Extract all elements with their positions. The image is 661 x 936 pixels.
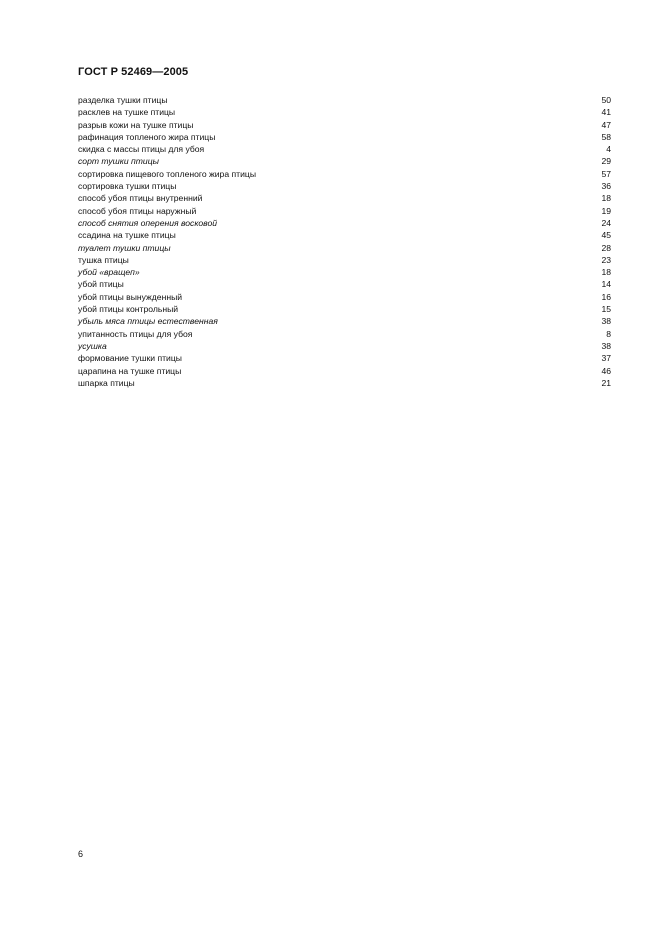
index-entry	[78, 291, 611, 303]
index-entry	[78, 119, 611, 131]
index-entry	[78, 229, 611, 241]
index-page-ref: 37	[601, 353, 611, 364]
index-entry	[78, 303, 611, 315]
index-page-ref: 23	[601, 254, 611, 265]
index-term: ссадина на тушке птицы	[78, 230, 176, 241]
index-term: разделка тушки птицы	[78, 95, 168, 105]
index-entry	[78, 352, 611, 364]
index-page-ref: 45	[601, 230, 611, 241]
index-term: скидка с массы птицы для убоя	[78, 144, 205, 155]
index-term: способ снятия оперения восковой	[78, 217, 218, 228]
index-entry	[78, 328, 611, 340]
index-entry	[78, 266, 611, 278]
document-header: ГОСТ Р 52469—2005	[78, 66, 189, 78]
page-number: 6	[78, 849, 84, 859]
index-entry	[78, 205, 611, 217]
index-page-ref: 14	[601, 279, 611, 290]
index-entry	[78, 340, 611, 352]
index-page-ref: 21	[601, 377, 611, 388]
index-page-ref: 8	[606, 328, 611, 339]
index-entry	[78, 242, 611, 254]
index-term: рафинация топленого жира птицы	[78, 131, 216, 142]
index-page-ref: 18	[601, 193, 611, 204]
index-term: формование тушки птицы	[78, 353, 182, 364]
index-term: убой птицы вынужденный	[78, 291, 183, 302]
index-page-ref: 38	[601, 316, 611, 327]
index-page-ref: 58	[601, 131, 611, 142]
index-page-ref: 19	[601, 205, 611, 216]
index-term: шпарка птицы	[78, 377, 135, 388]
index-term: сорт тушки птицы	[78, 156, 159, 167]
index-page-ref: 16	[601, 291, 611, 302]
index-entry	[78, 254, 611, 266]
index-entry	[78, 155, 611, 167]
index-term: способ убоя птицы внутренний	[78, 193, 203, 204]
index-page-ref: 41	[601, 107, 611, 118]
index-term: способ убоя птицы наружный	[78, 205, 197, 216]
index-term: туалет тушки птицы	[78, 242, 171, 253]
index-entry	[78, 315, 611, 327]
index-entry	[78, 94, 611, 106]
index-page-ref: 46	[601, 365, 611, 376]
index-term: убой птицы	[78, 279, 124, 290]
index-term: сортировка пищевого топленого жира птицы	[78, 168, 256, 179]
index-term: сортировка тушки птицы	[78, 181, 177, 192]
index-entry	[78, 106, 611, 118]
index-entry	[78, 180, 611, 192]
index-page-ref: 29	[601, 156, 611, 167]
index-term: убыль мяса птицы естественная	[78, 316, 218, 327]
index-page-ref: 4	[606, 144, 611, 155]
index-entry	[78, 377, 611, 389]
index-page-ref: 28	[601, 242, 611, 253]
index-page-ref: 38	[601, 340, 611, 351]
index-page-ref: 50	[601, 95, 611, 105]
index-term: убой «вращеп»	[78, 267, 140, 278]
index-entry	[78, 217, 611, 229]
index-term: упитанность птицы для убоя	[78, 328, 193, 339]
index-term: расклев на тушке птицы	[78, 107, 176, 118]
index-term: убой птицы контрольный	[78, 304, 179, 315]
index-entry	[78, 365, 611, 377]
index-page-ref: 36	[601, 181, 611, 192]
index-term: разрыв кожи на тушке птицы	[78, 119, 194, 130]
index-page-ref: 18	[601, 267, 611, 278]
index-term: тушка птицы	[78, 254, 129, 265]
index-page-ref: 47	[601, 119, 611, 130]
index-entry	[78, 278, 611, 290]
alphabetical-index	[78, 94, 611, 389]
index-page-ref: 15	[601, 304, 611, 315]
index-page-ref: 24	[601, 217, 611, 228]
index-page-ref: 57	[601, 168, 611, 179]
index-entry	[78, 131, 611, 143]
index-entry	[78, 168, 611, 180]
index-entry	[78, 143, 611, 155]
index-term: царапина на тушке птицы	[78, 365, 182, 376]
index-term: усушка	[78, 340, 107, 351]
index-entry	[78, 192, 611, 204]
